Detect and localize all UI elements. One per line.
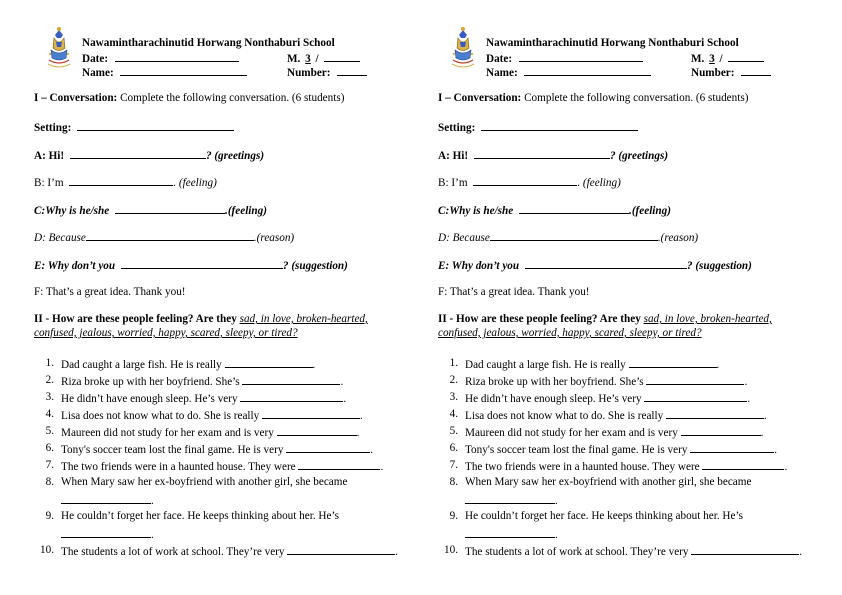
- question-sentence: The two friends were in a haunted house. They were: [465, 461, 700, 473]
- answer-period: .: [760, 427, 764, 439]
- class-value: 3: [305, 53, 311, 65]
- setting-field[interactable]: [77, 120, 234, 131]
- line-a-label: A: Hi!: [438, 150, 469, 162]
- number-line: [287, 65, 367, 79]
- question-sentence: Tony's soccer team lost the final game. He is very: [465, 444, 688, 456]
- answer-blank[interactable]: [702, 459, 784, 470]
- number-label: Number:: [287, 67, 331, 79]
- question-text: [61, 544, 398, 558]
- line-d-field[interactable]: [490, 230, 658, 241]
- line-d-label: D: Because: [438, 232, 490, 244]
- line-f: F: That’s a great idea. Thank you!: [438, 286, 590, 298]
- question-text: [465, 442, 777, 456]
- question-text: [61, 476, 347, 488]
- question-number: 4.: [449, 408, 458, 420]
- question-text: [61, 425, 359, 439]
- line-d-label: D: Because: [34, 232, 86, 244]
- line-c-hint: .(feeling): [225, 205, 267, 217]
- line-d-field[interactable]: [86, 230, 254, 241]
- question-item: [438, 357, 818, 374]
- line-a-label: A: Hi!: [34, 150, 65, 162]
- date-field[interactable]: [519, 51, 643, 62]
- part2-options-line2: confused, jealous, worried, happy, scared, sleepy, or tired?: [438, 327, 702, 339]
- answer-period: .: [151, 495, 154, 507]
- answer-period: .: [716, 359, 720, 371]
- class-room-field[interactable]: [324, 51, 360, 62]
- class-separator: /: [315, 53, 319, 65]
- question-text: [465, 374, 747, 388]
- line-c: [438, 203, 671, 217]
- line-b: [438, 175, 621, 189]
- question-sentence: Maureen did not study for her exam and is very: [61, 427, 274, 439]
- answer-period: .: [555, 529, 558, 541]
- question-item: [34, 357, 414, 374]
- line-e-field[interactable]: [121, 258, 283, 269]
- answer-blank[interactable]: [262, 408, 360, 419]
- question-item: [438, 442, 818, 459]
- question-item: [34, 442, 414, 459]
- line-b: [34, 175, 217, 189]
- question-number: 1.: [449, 357, 458, 369]
- question-text: [465, 408, 767, 422]
- question-item: [438, 374, 818, 391]
- question-sentence: Dad caught a large fish. He is really: [61, 359, 222, 371]
- line-c-field[interactable]: [115, 203, 225, 214]
- number-field[interactable]: [741, 65, 771, 76]
- line-d: [438, 230, 698, 244]
- name-label: Name:: [82, 67, 114, 79]
- school-name: Nawamintharachinutid Horwang Nonthaburi School: [486, 37, 739, 49]
- question-number: 7.: [45, 459, 54, 471]
- answer-period: .: [555, 495, 558, 507]
- question-sentence: Lisa does not know what to do. She is really: [465, 410, 664, 422]
- question-number: 9.: [45, 510, 54, 522]
- line-e: [438, 258, 752, 272]
- setting-line: [438, 120, 638, 134]
- question-sentence: The two friends were in a haunted house. They were: [61, 461, 296, 473]
- line-a-field[interactable]: [70, 148, 206, 159]
- answer-blank[interactable]: [242, 374, 340, 385]
- line-b-field[interactable]: [473, 175, 577, 186]
- question-number: 8.: [449, 476, 458, 488]
- part2-options-line1: sad, in love, broken-hearted,: [643, 313, 772, 325]
- question-text: [465, 357, 719, 371]
- question-text: [61, 459, 383, 473]
- question-text: [61, 442, 373, 456]
- question-item: [34, 510, 414, 544]
- line-d: [34, 230, 294, 244]
- question-number: 1.: [45, 357, 54, 369]
- class-value: 3: [709, 53, 715, 65]
- question-sentence: He couldn’t forget her face. He keeps thinking about her. He’s: [465, 510, 743, 522]
- answer-blank[interactable]: [666, 408, 764, 419]
- question-number: 2.: [449, 374, 458, 386]
- line-d-hint: .(reason): [253, 232, 295, 244]
- answer-period: .: [744, 376, 748, 388]
- part2-heading: II - How are these people feeling? Are they: [438, 313, 641, 325]
- line-b-hint: . (feeling): [577, 177, 621, 189]
- question-sentence: He didn’t have enough sleep. He’s very: [61, 393, 238, 405]
- answer-blank[interactable]: [240, 391, 343, 402]
- answer-period: .: [784, 461, 788, 473]
- answer-period: .: [395, 546, 399, 558]
- answer-period: .: [360, 410, 363, 422]
- answer-blank[interactable]: [646, 374, 744, 385]
- school-crest-icon: [448, 26, 478, 70]
- answer-blank[interactable]: [681, 425, 761, 436]
- worksheet-left: [0, 0, 400, 595]
- number-line: [691, 65, 771, 79]
- question-sentence: Riza broke up with her boyfriend. She’s: [61, 376, 240, 388]
- answer-blank[interactable]: [465, 493, 555, 504]
- date-field[interactable]: [115, 51, 239, 62]
- school-crest-icon: [44, 26, 74, 70]
- line-a-hint: ? (greetings): [205, 150, 265, 162]
- line-a-field[interactable]: [474, 148, 610, 159]
- number-field[interactable]: [337, 65, 367, 76]
- line-f: F: That’s a great idea. Thank you!: [34, 286, 186, 298]
- part2-heading-line: [438, 313, 772, 325]
- question-number: 2.: [45, 374, 54, 386]
- answer-blank[interactable]: [690, 442, 774, 453]
- question-item: [34, 476, 414, 510]
- answer-blank[interactable]: [61, 493, 151, 504]
- question-number: 10.: [40, 544, 54, 556]
- date-label: Date:: [82, 53, 109, 65]
- class-line: [287, 51, 360, 65]
- part1-heading: I – Conversation:: [34, 92, 118, 104]
- name-label: Name:: [486, 67, 518, 79]
- answer-blank[interactable]: [286, 442, 370, 453]
- line-c: [34, 203, 267, 217]
- line-e-field[interactable]: [525, 258, 687, 269]
- question-number: 4.: [45, 408, 54, 420]
- question-sentence: When Mary saw her ex-boyfriend with another girl, she became: [61, 476, 348, 488]
- part1-heading: I – Conversation:: [438, 92, 522, 104]
- question-sentence: Tony's soccer team lost the final game. He is very: [61, 444, 284, 456]
- part1-instruction: Complete the following conversation. (6 students): [120, 92, 345, 104]
- question-number: 3.: [449, 391, 458, 403]
- class-prefix: M.: [691, 53, 705, 65]
- answer-period: .: [151, 529, 154, 541]
- question-item: [438, 476, 818, 510]
- question-item: [438, 425, 818, 442]
- question-text: [465, 391, 750, 405]
- part2-options-line2: confused, jealous, worried, happy, scared, sleepy, or tired?: [34, 327, 298, 339]
- answer-period: .: [370, 444, 374, 456]
- line-a: [438, 148, 668, 162]
- question-sentence: The students a lot of work at school. They’re very: [465, 546, 689, 558]
- question-continuation: [61, 493, 154, 507]
- question-text: [61, 357, 315, 371]
- name-line: [82, 65, 247, 79]
- answer-period: .: [380, 461, 384, 473]
- question-text: [465, 425, 763, 439]
- question-sentence: He couldn’t forget her face. He keeps thinking about her. He’s: [61, 510, 339, 522]
- answer-period: .: [356, 427, 360, 439]
- question-continuation: [465, 527, 558, 541]
- part1-heading-line: [438, 92, 748, 104]
- answer-blank[interactable]: [61, 527, 151, 538]
- line-e-hint: ? (suggestion): [282, 260, 348, 272]
- question-item: [34, 459, 414, 476]
- question-continuation: [61, 527, 154, 541]
- line-c-hint: .(feeling): [629, 205, 671, 217]
- question-item: [438, 510, 818, 544]
- part1-instruction: Complete the following conversation. (6 students): [524, 92, 749, 104]
- question-item: [34, 374, 414, 391]
- line-e-label: E: Why don’t you: [438, 260, 520, 272]
- question-sentence: He didn’t have enough sleep. He’s very: [465, 393, 642, 405]
- answer-blank[interactable]: [225, 357, 313, 368]
- class-prefix: M.: [287, 53, 301, 65]
- line-b-hint: . (feeling): [173, 177, 217, 189]
- question-sentence: Riza broke up with her boyfriend. She’s: [465, 376, 644, 388]
- setting-label: Setting:: [438, 122, 476, 134]
- date-line: [82, 51, 239, 65]
- date-label: Date:: [486, 53, 513, 65]
- question-number: 7.: [449, 459, 458, 471]
- answer-blank[interactable]: [287, 544, 395, 555]
- answer-blank[interactable]: [298, 459, 380, 470]
- answer-blank[interactable]: [465, 527, 555, 538]
- part1-heading-line: [34, 92, 344, 104]
- setting-field[interactable]: [481, 120, 638, 131]
- answer-period: .: [343, 393, 347, 405]
- line-c-label: C:Why is he/she: [438, 205, 514, 217]
- question-text: [61, 510, 339, 522]
- answer-blank[interactable]: [691, 544, 799, 555]
- answer-period: .: [774, 444, 778, 456]
- question-sentence: The students a lot of work at school. They’re very: [61, 546, 285, 558]
- answer-blank[interactable]: [277, 425, 357, 436]
- line-c-label: C:Why is he/she: [34, 205, 110, 217]
- question-text: [61, 391, 346, 405]
- question-list: [34, 357, 414, 561]
- answer-period: .: [312, 359, 316, 371]
- class-line: [691, 51, 764, 65]
- name-field[interactable]: [524, 65, 651, 76]
- line-e: [34, 258, 348, 272]
- setting-label: Setting:: [34, 122, 72, 134]
- worksheet-right: [404, 0, 804, 595]
- line-a-hint: ? (greetings): [609, 150, 669, 162]
- question-item: [438, 391, 818, 408]
- question-sentence: When Mary saw her ex-boyfriend with another girl, she became: [465, 476, 752, 488]
- line-a: [34, 148, 264, 162]
- part2-heading: II - How are these people feeling? Are they: [34, 313, 237, 325]
- answer-period: .: [764, 410, 767, 422]
- question-text: [465, 544, 802, 558]
- part2-options-line1: sad, in love, broken-hearted,: [239, 313, 368, 325]
- question-item: [34, 408, 414, 425]
- line-e-label: E: Why don’t you: [34, 260, 116, 272]
- class-separator: /: [719, 53, 723, 65]
- question-number: 6.: [449, 442, 458, 454]
- line-b-label: B: I’m: [34, 177, 64, 189]
- question-text: [61, 408, 363, 422]
- line-b-label: B: I’m: [438, 177, 468, 189]
- class-room-field[interactable]: [728, 51, 764, 62]
- question-text: [465, 476, 751, 488]
- question-sentence: Maureen did not study for her exam and is very: [465, 427, 678, 439]
- question-number: 5.: [45, 425, 54, 437]
- answer-period: .: [747, 393, 751, 405]
- question-list: [438, 357, 818, 561]
- question-number: 9.: [449, 510, 458, 522]
- line-c-field[interactable]: [519, 203, 629, 214]
- question-item: [34, 391, 414, 408]
- part2-heading-line: [34, 313, 368, 325]
- school-name: Nawamintharachinutid Horwang Nonthaburi School: [82, 37, 335, 49]
- question-item: [34, 544, 414, 561]
- answer-blank[interactable]: [644, 391, 747, 402]
- name-line: [486, 65, 651, 79]
- question-text: [465, 459, 787, 473]
- question-sentence: Lisa does not know what to do. She is really: [61, 410, 260, 422]
- line-e-hint: ? (suggestion): [686, 260, 752, 272]
- name-field[interactable]: [120, 65, 247, 76]
- question-item: [438, 408, 818, 425]
- question-continuation: [465, 493, 558, 507]
- question-number: 3.: [45, 391, 54, 403]
- date-line: [486, 51, 643, 65]
- question-number: 10.: [444, 544, 458, 556]
- number-label: Number:: [691, 67, 735, 79]
- question-number: 5.: [449, 425, 458, 437]
- question-item: [438, 544, 818, 561]
- question-number: 6.: [45, 442, 54, 454]
- answer-blank[interactable]: [629, 357, 717, 368]
- setting-line: [34, 120, 234, 134]
- question-text: [61, 374, 343, 388]
- question-text: [465, 510, 743, 522]
- question-item: [34, 425, 414, 442]
- answer-period: .: [799, 546, 803, 558]
- question-item: [438, 459, 818, 476]
- question-number: 8.: [45, 476, 54, 488]
- line-b-field[interactable]: [69, 175, 173, 186]
- answer-period: .: [340, 376, 344, 388]
- line-d-hint: .(reason): [657, 232, 699, 244]
- question-sentence: Dad caught a large fish. He is really: [465, 359, 626, 371]
